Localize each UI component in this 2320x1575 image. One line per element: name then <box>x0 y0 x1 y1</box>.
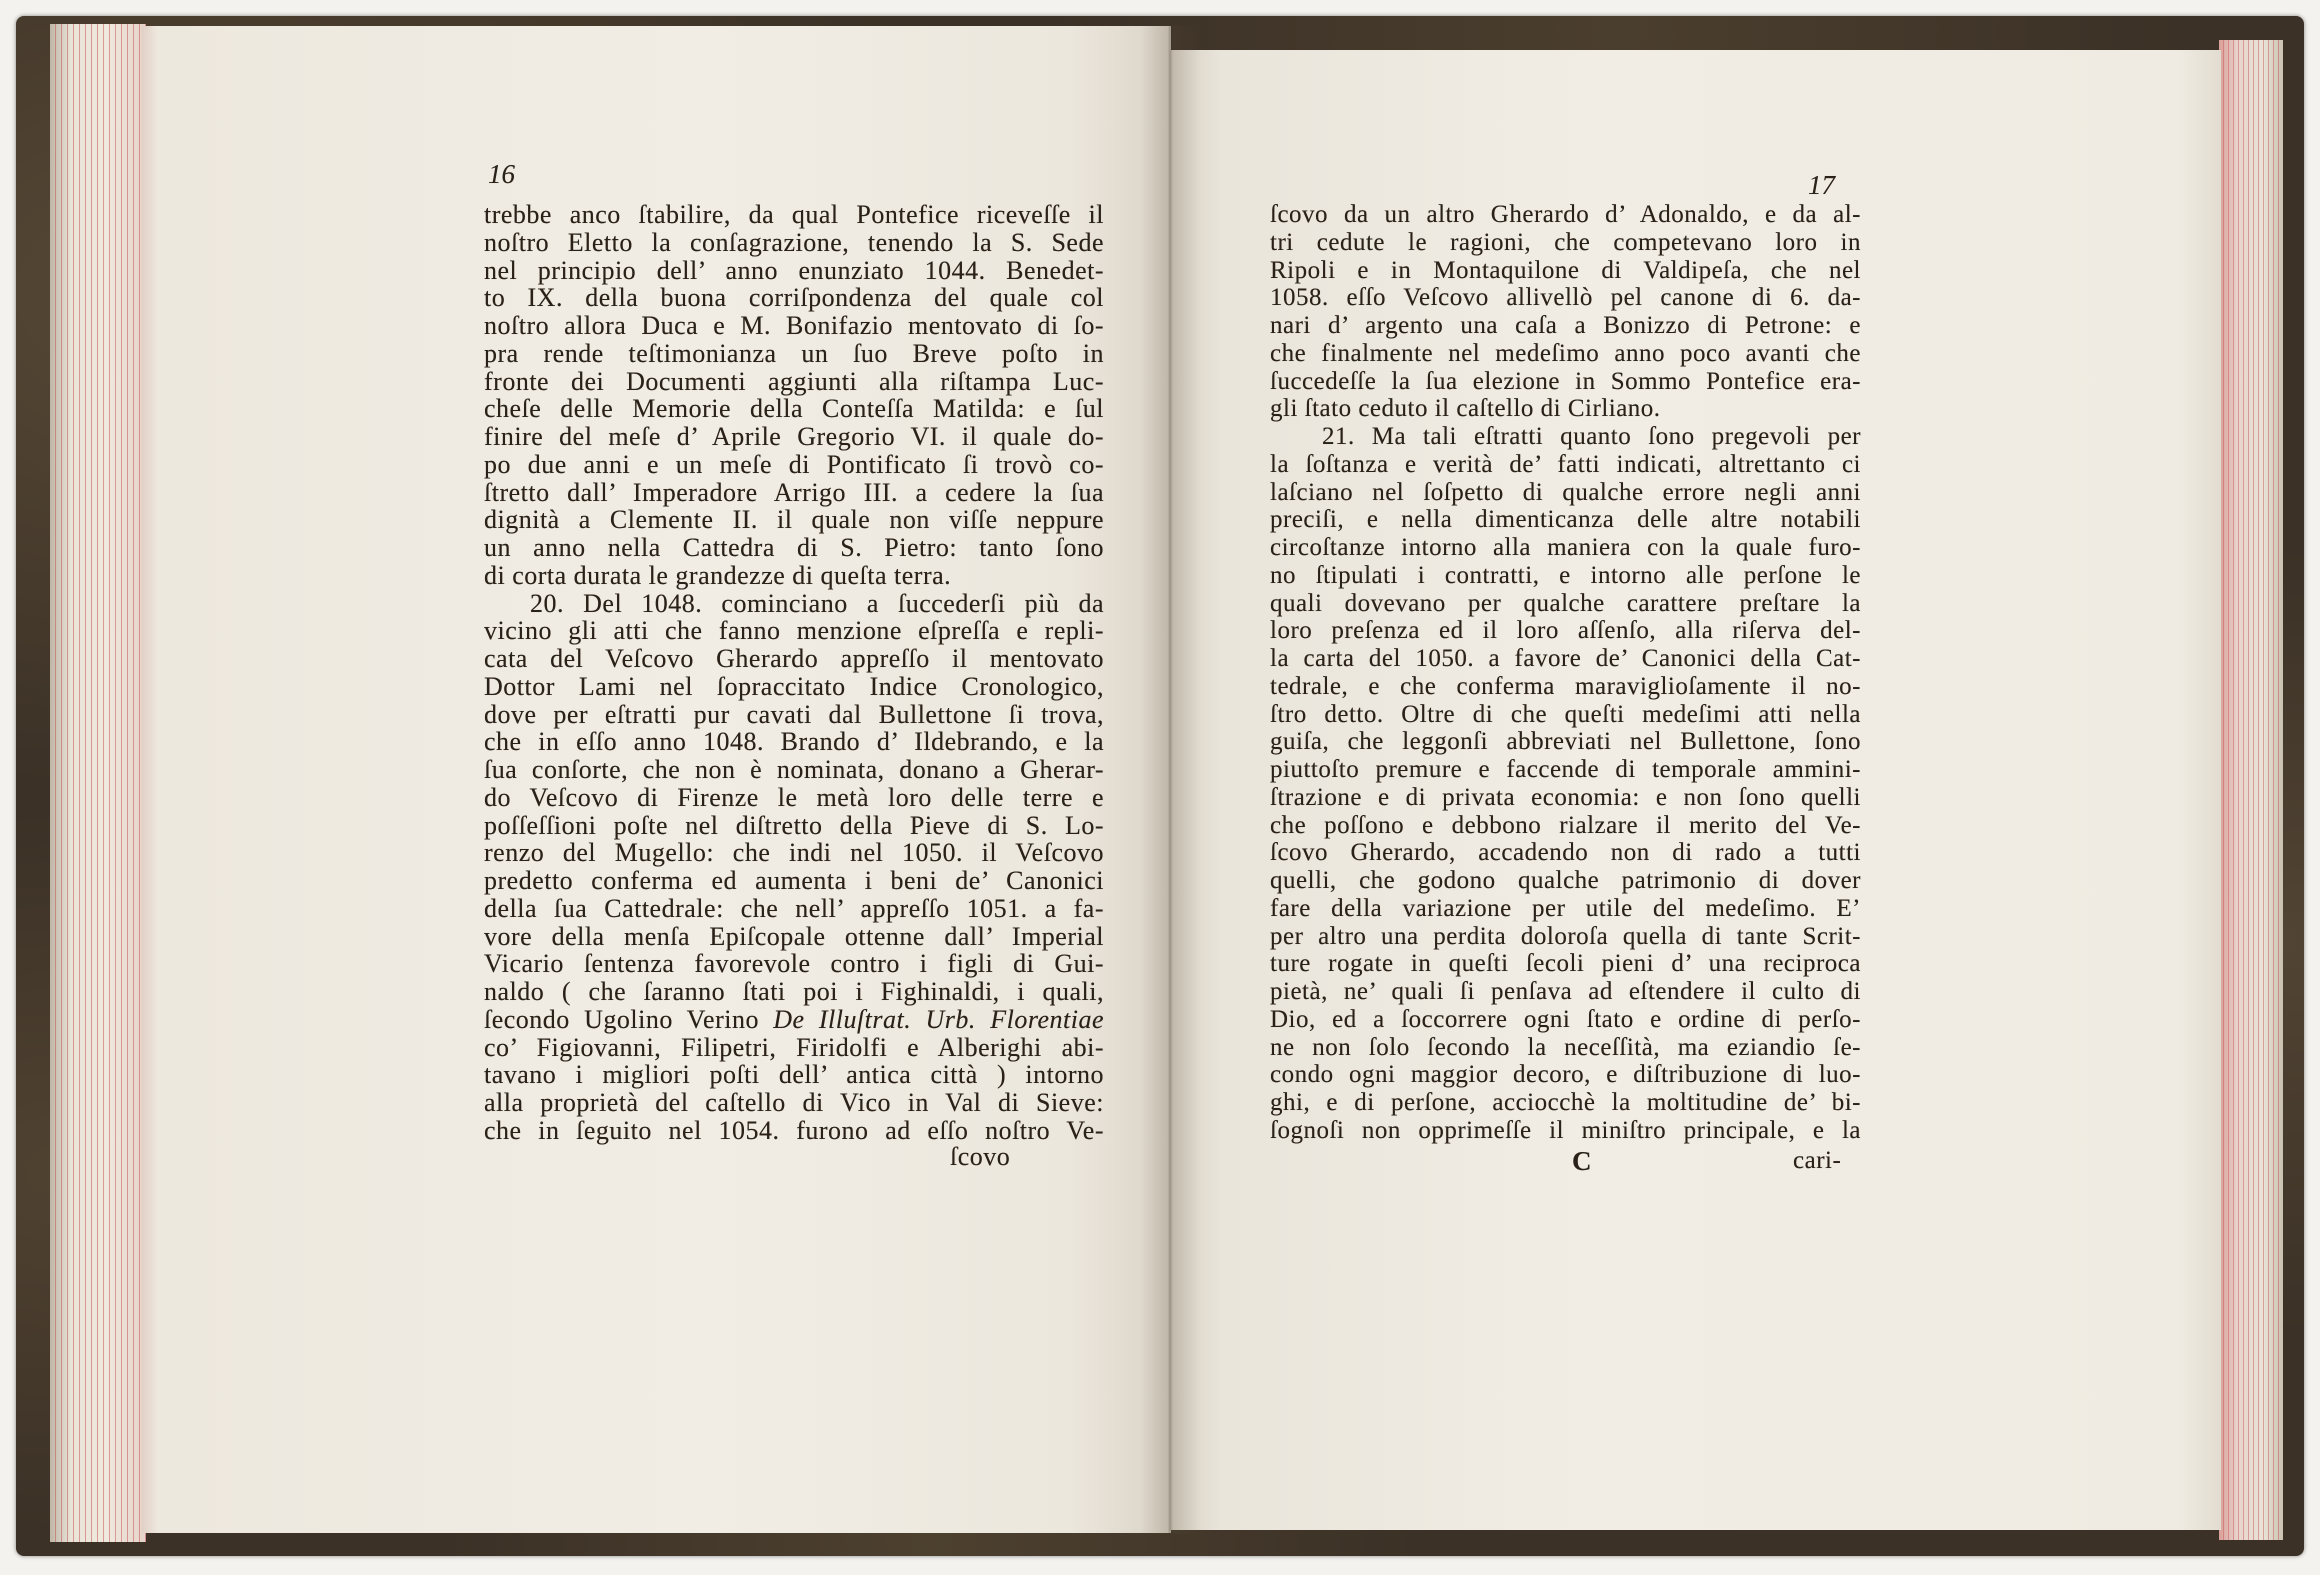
text-line: 20. Del 1048. cominciano a ſuccederſi più da <box>530 588 1104 618</box>
text-line: ſtrazione e di privata economia: e non ſono quelli <box>1270 783 1861 811</box>
text-line: co’ Figiovanni, Filipetri, Firidolfi e Alberighi abi- <box>484 1032 1104 1062</box>
right-catchword: cari- <box>1793 1147 1842 1174</box>
text-line: dignità a Clemente II. il quale non viſſe neppure <box>484 505 1104 535</box>
text-line: noſtro Eletto la conſagrazione, tenendo la S. Sede <box>484 227 1104 257</box>
text-line: poſſeſſioni poſte nel diſtretto della Pieve di S. Lo- <box>484 810 1104 840</box>
text-line: che in eſſo anno 1048. Brando d’ Ildebrando, e la <box>484 727 1104 757</box>
text-line: alla proprietà del caſtello di Vico in Val di Sieve: <box>484 1088 1104 1117</box>
text-line: tri cedute le ragioni, che competevano loro in <box>1270 228 1861 256</box>
text-line: no ſtipulati i contratti, e intorno alle perſone le <box>1270 561 1861 589</box>
text-line: noſtro allora Duca e M. Bonifazio mentovato di ſo- <box>484 311 1104 340</box>
text-line: la carta del 1050. a favore de’ Canonici della Cat- <box>1270 645 1861 672</box>
text-line: nari d’ argento una caſa a Bonizzo di Petrone: e <box>1270 312 1861 339</box>
right-page-number: 17 <box>1808 170 1835 200</box>
text-line: 1058. eſſo Veſcovo allivellò pel canone di 6. da- <box>1270 284 1861 312</box>
text-line: Vicario ſentenza favorevole contro i figli di Gui- <box>484 949 1104 979</box>
text-line: ſognoſi non opprimeſſe il miniſtro principale, e la <box>1270 1116 1861 1144</box>
text-line: naldo ( che ſaranno ſtati poi i Fighinaldi, i quali, <box>484 977 1104 1006</box>
text-line: preciſi, e nella dimenticanza delle altre notabili <box>1270 506 1861 534</box>
text-line: to IX. della buona corriſpondenza del quale col <box>484 283 1104 313</box>
text-line: ſtro detto. Oltre di che queſti medeſimi atti nella <box>1270 700 1861 728</box>
text-line: guiſa, che leggonſi abbreviati nel Bullettone, ſono <box>1270 728 1861 756</box>
text-line: loro preſenza ed il loro aſſenſo, alla riſerva del- <box>1270 617 1861 645</box>
text-line: predetto conferma ed aumenta i beni de’ Canonici <box>484 866 1104 895</box>
right-text-block <box>1270 201 1861 1145</box>
left-page-edges <box>50 24 146 1542</box>
text-line: nel principio dell’ anno enunziato 1044. Benedet- <box>484 255 1104 285</box>
text-line <box>484 1006 1104 1034</box>
text-line: che finalmente nel medeſimo anno poco avanti che <box>1270 339 1861 367</box>
gutter-shadow <box>1140 26 1200 1534</box>
text-line: ſuccedeſſe la ſua elezione in Sommo Pontefice era- <box>1270 367 1861 395</box>
text-line: trebbe anco ſtabilire, da qual Pontefice riceveſſe il <box>484 200 1104 229</box>
text-line: 21. Ma tali eſtratti quanto ſono pregevoli per <box>1322 423 1861 450</box>
text-line: per altro una perdita doloroſa quella di tante Scrit- <box>1270 922 1861 950</box>
text-line: fronte dei Documenti aggiunti alla riſtampa Luc- <box>484 366 1104 396</box>
text-line: condo ogni maggior decoro, e diſtribuzione di luo- <box>1270 1061 1861 1089</box>
text-line: che poſſono e debbono rialzare il merito del Ve- <box>1270 811 1861 839</box>
text-line: di corta durata le grandezze di queſta terra. <box>484 560 952 590</box>
text-line: vicino gli atti che fanno menzione eſpreſſa e repli- <box>484 616 1104 646</box>
signature-mark: C <box>1572 1146 1592 1176</box>
text-line: pra rende teſtimonianza un ſuo Breve poſto in <box>484 338 1104 368</box>
text-line: cheſe delle Memorie della Conteſſa Matilda: e ſul <box>484 394 1104 424</box>
text-line: circoſtanze intorno alla maniera con la quale furo- <box>1270 534 1861 561</box>
text-line: fare della variazione per utile del medeſimo. E’ <box>1270 894 1861 922</box>
text-line: della ſua Cattedrale: che nell’ appreſſo 1051. a fa- <box>484 893 1104 923</box>
text-line: vore della menſa Epiſcopale ottenne dall’ Imperial <box>484 921 1104 951</box>
left-catchword: ſcovo <box>950 1142 1011 1171</box>
left-text-block <box>484 201 1104 1145</box>
text-line: tavano i migliori poſti dell’ antica città ) intorno <box>484 1060 1104 1090</box>
right-page-edges <box>2219 40 2283 1540</box>
text-line: ſcovo Gherardo, accadendo non di rado a tutti <box>1270 839 1861 867</box>
italic-book-title: De Illuſtrat. Urb. Florentiae <box>773 1004 1105 1034</box>
text-line: ſtretto dall’ Imperadore Arrigo III. a cedere la ſua <box>484 477 1104 507</box>
text-line: do Veſcovo di Firenze le metà loro delle terre e <box>484 782 1104 812</box>
text-line: ture rogate in queſti ſecoli pieni d’ una reciproca <box>1270 950 1861 978</box>
text-line: Dottor Lami nel ſopraccitato Indice Cronologico, <box>484 671 1104 701</box>
text-line: che in ſeguito nel 1054. furono ad eſſo noſtro Ve- <box>484 1115 1104 1145</box>
text-line: cata del Veſcovo Gherardo appreſſo il mentovato <box>484 644 1104 673</box>
text-line: ſua conſorte, che non è nominata, donano a Gherar- <box>484 755 1104 784</box>
text-line: pietà, ne’ quali ſi penſava ad eſtendere il culto di <box>1270 978 1861 1005</box>
text-line: ne non ſolo ſecondo la neceſſità, ma eziandio ſe- <box>1270 1033 1861 1061</box>
text-line: la ſoſtanza e verità de’ fatti indicati, altrettanto ci <box>1270 450 1861 478</box>
text-line: po due anni e un meſe di Pontificato ſi trovò co- <box>484 449 1104 479</box>
text-line: laſciano nel ſoſpetto di qualche errore negli anni <box>1270 478 1861 506</box>
text-line: ghi, e di perſone, acciocchè la moltitudine de’ bi- <box>1270 1089 1861 1116</box>
text-line: gli ſtato ceduto il caſtello di Cirliano. <box>1270 395 1661 423</box>
text-line: renzo del Mugello: che indi nel 1050. il Veſcovo <box>484 838 1104 868</box>
text-line: finire del meſe d’ Aprile Gregorio VI. il quale do- <box>484 422 1104 451</box>
text-line: tedrale, e che conferma maraviglioſamente il no- <box>1270 672 1861 700</box>
roman-text: ſecondo Ugolino Verino <box>484 1004 759 1034</box>
text-line: ſcovo da un altro Gherardo d’ Adonaldo, e da al- <box>1270 201 1861 228</box>
text-line: quelli, che godono qualche patrimonio di dover <box>1270 867 1861 894</box>
text-line: quali dovevano per qualche carattere preſtare la <box>1270 589 1861 617</box>
text-line: Dio, ed a ſoccorrere ogni ſtato e ordine di perſo- <box>1270 1005 1861 1033</box>
text-line: un anno nella Cattedra di S. Pietro: tanto ſono <box>484 533 1104 562</box>
text-line: dove per eſtratti pur cavati dal Bullettone ſi trova, <box>484 699 1104 729</box>
left-page-number: 16 <box>488 159 515 189</box>
text-line: Ripoli e in Montaquilone di Valdipeſa, che nel <box>1270 256 1861 284</box>
text-line: piuttoſto premure e faccende di temporale ammini- <box>1270 756 1861 783</box>
